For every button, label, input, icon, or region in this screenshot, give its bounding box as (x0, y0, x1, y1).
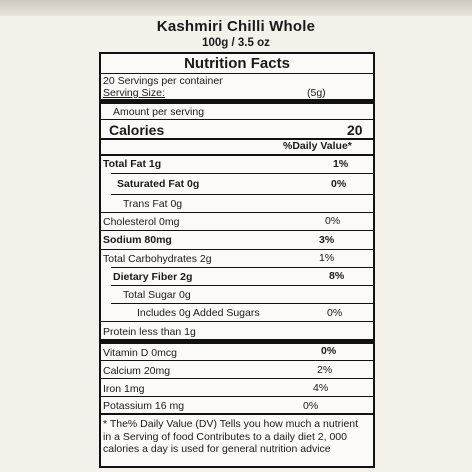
divider (101, 154, 373, 156)
vitamin-dv: 2% (317, 364, 333, 376)
vitamin-dv: 4% (313, 382, 329, 394)
nutrient-dv: 3% (319, 234, 335, 246)
divider (101, 396, 373, 397)
calories-label: Calories (109, 122, 165, 138)
divider (111, 285, 373, 286)
nutrition-facts-panel (99, 52, 375, 468)
nutrient-label: Protein less than 1g (103, 326, 196, 338)
nutrient-dv: 8% (329, 270, 345, 282)
divider (111, 267, 373, 268)
divider (101, 230, 373, 231)
nutrient-dv: 0% (325, 215, 341, 227)
daily-value-footnote: * The% Daily Value (DV) Tells you how much a nutrient in a Serving of food Contributes to a daily diet 2, 000 calories a day is used for general nutrition advice (103, 418, 359, 455)
daily-value-header: %Daily Value* (283, 140, 352, 152)
vitamin-label: Iron 1mg (103, 383, 145, 395)
serving-size-label: Serving Size: (103, 87, 165, 99)
divider (111, 173, 373, 174)
divider (101, 413, 373, 415)
servings-per-container: 20 Servings per container (103, 75, 223, 87)
divider (101, 249, 373, 250)
amount-per-serving: Amount per serving (113, 106, 205, 118)
divider-thick (101, 339, 373, 344)
divider (101, 378, 373, 379)
top-blur-strip (0, 0, 472, 16)
product-name: Kashmiri Chilli Whole (156, 18, 316, 35)
nutrient-label: Total Carbohydrates 2g (103, 253, 212, 265)
divider (101, 360, 373, 361)
nutrient-label: Cholesterol 0mg (103, 216, 180, 228)
nutrient-dv: 1% (333, 158, 349, 170)
nutrient-label: Saturated Fat 0g (117, 178, 200, 190)
vitamin-label: Vitamin D 0mcg (103, 347, 177, 359)
vitamin-label: Calcium 20mg (103, 365, 171, 377)
serving-size-value: (5g) (307, 87, 326, 99)
divider (111, 194, 373, 195)
vitamin-dv: 0% (303, 400, 319, 412)
nutrient-label: Sodium 80mg (103, 234, 172, 246)
divider (101, 321, 373, 322)
nutrient-dv: 1% (319, 252, 335, 264)
nutrient-dv: 0% (327, 307, 343, 319)
divider (101, 119, 373, 120)
nutrient-label: Total Fat 1g (103, 158, 162, 170)
nutrient-label: Trans Fat 0g (123, 198, 183, 210)
divider (101, 73, 373, 74)
divider (111, 303, 373, 304)
vitamin-label: Potassium 16 mg (103, 400, 185, 412)
facts-title: Nutrition Facts (184, 55, 290, 72)
vitamin-dv: 0% (321, 345, 337, 357)
nutrient-label: Includes 0g Added Sugars (137, 307, 260, 319)
nutrient-dv: 0% (331, 178, 347, 190)
divider-thick (101, 99, 373, 104)
product-size: 100g / 3.5 oz (202, 37, 270, 49)
calories-value: 20 (347, 122, 363, 138)
divider (101, 212, 373, 213)
nutrient-label: Total Sugar 0g (123, 289, 191, 301)
nutrient-label: Dietary Fiber 2g (113, 271, 193, 283)
